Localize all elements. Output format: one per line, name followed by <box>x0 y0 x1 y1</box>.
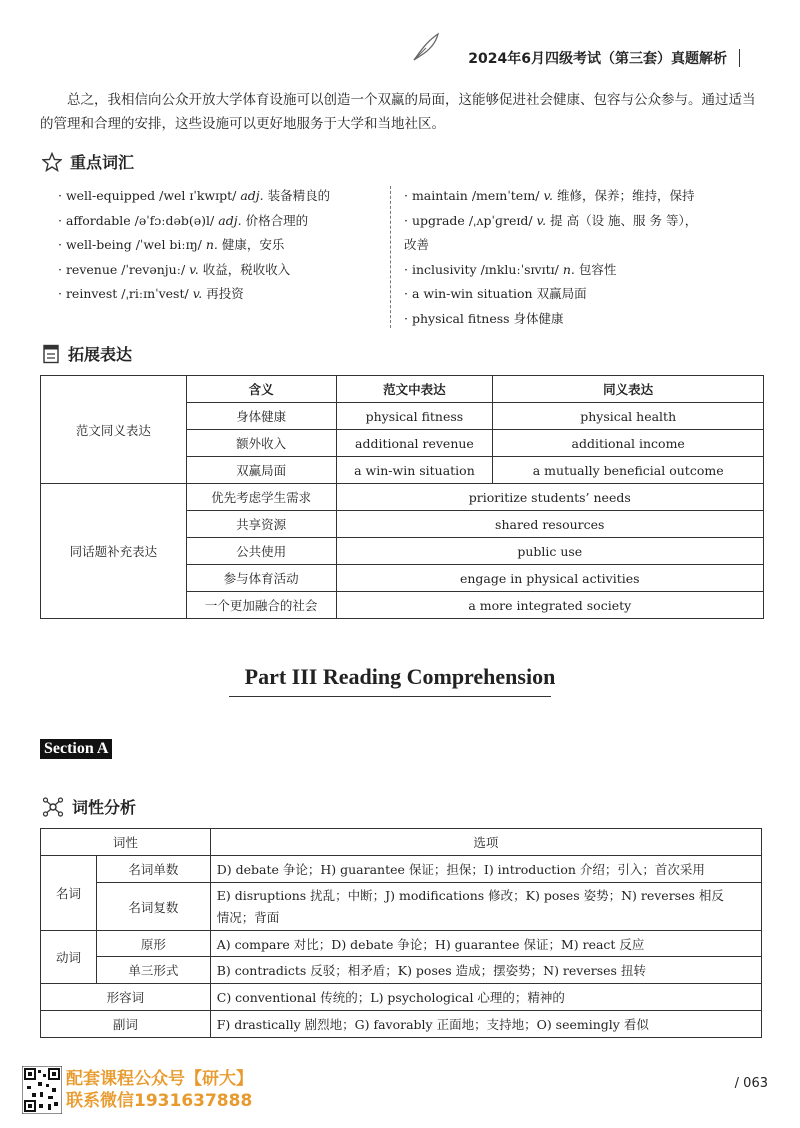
part-title-underline <box>229 696 551 697</box>
vocab-meaning: 双赢局面 <box>536 286 587 301</box>
pos-analysis-heading <box>42 795 136 818</box>
vocab-meaning: 收益，税收收入 <box>202 261 291 277</box>
noun-singular-label: 名词单数 <box>96 856 210 883</box>
vocab-phonetic: /ˈrevənjuː/ <box>121 261 186 277</box>
bullet-icon: · <box>404 286 412 301</box>
table-row <box>41 957 762 984</box>
header-title: 2024年6月四级考试（第三套）真题解析 <box>468 51 727 67</box>
bullet-icon: · <box>404 188 412 203</box>
vocab-phonetic: /wel ɪˈkwɪpt/ <box>159 188 237 203</box>
meaning-cell: 双赢局面 <box>186 457 336 484</box>
synonym-cell: physical health <box>493 403 764 430</box>
expression-cell: public use <box>336 538 763 565</box>
bullet-icon: · <box>58 237 66 252</box>
network-icon <box>42 796 64 818</box>
verb-base-label: 原形 <box>96 931 210 957</box>
bullet-icon: · <box>58 212 66 228</box>
vocab-word: inclusivity <box>411 261 477 277</box>
intro-paragraph: 总之，我相信向公众开放大学体育设施可以创造一个双赢的局面，这能够促进社会健康、包容与公众参与。通过适当的管理和合理的安排，这些设施可以更好地服务于大学和当地社区。 <box>40 92 756 132</box>
vocab-item <box>404 209 697 234</box>
vocab-item <box>58 258 330 283</box>
expression-cell: a more integrated society <box>336 592 763 619</box>
vocab-pos: v. <box>536 212 547 228</box>
meaning-cell: 一个更加融合的社会 <box>186 592 336 619</box>
header-meaning: 含义 <box>186 376 336 403</box>
table-row <box>41 931 762 957</box>
vocab-phonetic: /ɪnkluːˈsɪvɪtɪ/ <box>480 261 559 277</box>
expression-cell: a win-win situation <box>336 457 493 484</box>
meaning-cell: 参与体育活动 <box>186 565 336 592</box>
vocab-phonetic: /ˈwel biːɪŋ/ <box>135 237 202 252</box>
pos-table <box>40 828 762 1038</box>
vocab-item <box>58 282 330 307</box>
expansion-table <box>40 375 764 619</box>
vocab-pos: v. <box>192 286 203 301</box>
vocab-item <box>404 307 697 332</box>
vocab-pos: v. <box>543 188 554 203</box>
bullet-icon: · <box>58 188 66 203</box>
bullet-icon: · <box>58 286 66 301</box>
expression-cell: shared resources <box>336 511 763 538</box>
vocab-word: well-equipped <box>65 188 156 203</box>
meaning-cell: 共享资源 <box>186 511 336 538</box>
meaning-cell: 额外收入 <box>186 430 336 457</box>
table-row <box>41 1011 762 1038</box>
expression-cell: additional revenue <box>336 430 493 457</box>
adverb-label: 副词 <box>41 1011 211 1038</box>
vocab-word: a win-win situation <box>411 286 533 301</box>
expansion-title: 拓展表达 <box>68 345 133 364</box>
table-row <box>41 829 762 856</box>
vocab-phonetic: /ˌʌpˈɡreɪd/ <box>468 212 533 228</box>
vocab-meaning: 提 高（设 施、服 务 等）， <box>550 212 698 228</box>
vocab-right-column <box>404 184 697 331</box>
footer-promo-line2: 联系微信1931637888 <box>66 1091 253 1111</box>
vocab-column-divider <box>390 186 391 328</box>
table-row <box>41 376 764 403</box>
synonym-cell: a mutually beneficial outcome <box>493 457 764 484</box>
synonym-cell: additional income <box>493 430 764 457</box>
vocab-meaning-continued: 改善 <box>404 237 430 252</box>
vocab-phonetic: /meɪnˈteɪn/ <box>471 188 540 203</box>
group2-label-cell: 同话题补充表达 <box>41 484 187 619</box>
header-essay-expression: 范文中表达 <box>336 376 493 403</box>
footer-promo-line1: 配套课程公众号【研大】 <box>66 1069 253 1089</box>
table-row <box>41 984 762 1011</box>
vocab-item <box>404 282 697 307</box>
vocab-pos: adj. <box>240 188 264 203</box>
noun-plural-options <box>210 883 761 931</box>
table-row <box>41 484 764 511</box>
vocab-word: upgrade <box>411 212 465 228</box>
expansion-heading <box>42 342 132 365</box>
meaning-cell: 身体健康 <box>186 403 336 430</box>
vocab-left-column <box>58 184 330 307</box>
noun-plural-options-line2: 情况；背面 <box>216 909 280 925</box>
vocab-pos: n. <box>562 261 575 277</box>
vocab-phonetic: /ˌriːɪnˈvest/ <box>121 286 189 301</box>
section-label: Section A <box>40 739 112 759</box>
bullet-icon: · <box>58 261 66 277</box>
verb-label: 动词 <box>41 931 97 984</box>
expression-cell: prioritize students’ needs <box>336 484 763 511</box>
noun-label: 名词 <box>41 856 97 931</box>
verb-base-options: A) compare 对比；D) debate 争论；H) guarantee 保证；M) react 反应 <box>210 931 761 957</box>
header-synonym: 同义表达 <box>493 376 764 403</box>
vocab-meaning: 维修，保养；维持，保持 <box>557 188 695 203</box>
bullet-icon: · <box>404 212 412 228</box>
bullet-icon: · <box>404 310 412 326</box>
vocab-word: physical fitness <box>411 310 510 326</box>
part-title: Part III Reading Comprehension <box>244 664 556 689</box>
vocab-meaning: 装备精良的 <box>267 188 331 203</box>
header-divider <box>739 49 740 67</box>
key-vocab-heading <box>42 150 134 173</box>
options-header: 选项 <box>210 829 761 856</box>
footer-promo <box>66 1068 253 1112</box>
vocab-word: well-being <box>65 237 132 252</box>
vocab-word: reinvest <box>65 286 118 301</box>
vocab-item <box>404 258 697 283</box>
vocab-word: affordable <box>65 212 131 228</box>
table-row <box>41 856 762 883</box>
qr-code-icon <box>22 1066 62 1114</box>
noun-singular-options: D) debate 争论；H) guarantee 保证；担保；I) introduction 介绍；引入；首次采用 <box>210 856 761 883</box>
vocab-meaning: 健康，安乐 <box>221 237 285 252</box>
vocab-word: maintain <box>411 188 468 203</box>
vocab-phonetic: /əˈfɔːdəb(ə)l/ <box>134 212 215 228</box>
vocab-meaning: 价格合理的 <box>245 212 309 228</box>
vocab-meaning: 包容性 <box>578 261 617 277</box>
star-icon <box>42 152 62 172</box>
document-icon <box>42 344 60 364</box>
vocab-item <box>58 233 330 258</box>
verb-third-person-options: B) contradicts 反驳；相矛盾；K) poses 造成；摆姿势；N) reverses 扭转 <box>210 957 761 984</box>
vocab-pos: v. <box>189 261 199 277</box>
expression-cell: engage in physical activities <box>336 565 763 592</box>
noun-plural-options-line1: E) disruptions 扰乱；中断；J) modifications 修改；K) poses 姿势；N) reverses 相反 <box>216 887 724 903</box>
noun-plural-label: 名词复数 <box>96 883 210 931</box>
pos-header: 词性 <box>41 829 211 856</box>
bullet-icon: · <box>404 261 412 277</box>
page-number: / 063 <box>734 1076 768 1091</box>
pos-analysis-title: 词性分析 <box>72 798 137 817</box>
vocab-item <box>58 209 330 234</box>
vocab-meaning: 再投资 <box>206 286 244 301</box>
page-header <box>468 48 740 68</box>
adjective-label: 形容词 <box>41 984 211 1011</box>
vocab-word: revenue <box>65 261 118 277</box>
adjective-options: C) conventional 传统的；L) psychological 心理的；精神的 <box>210 984 761 1011</box>
adverb-options: F) drastically 剧烈地；G) favorably 正面地；支持地；O) seemingly 看似 <box>210 1011 761 1038</box>
table-row <box>41 883 762 931</box>
key-vocab-title: 重点词汇 <box>70 153 135 172</box>
meaning-cell: 公共使用 <box>186 538 336 565</box>
vocab-pos: n. <box>205 237 218 252</box>
expression-cell: physical fitness <box>336 403 493 430</box>
vocab-meaning: 身体健康 <box>513 310 564 326</box>
meaning-cell: 优先考虑学生需求 <box>186 484 336 511</box>
vocab-item <box>404 233 697 258</box>
vocab-item <box>58 184 330 209</box>
vocab-pos: adj. <box>218 212 242 228</box>
vocab-item <box>404 184 697 209</box>
feather-pen-icon <box>410 30 444 64</box>
group1-label-cell: 范文同义表达 <box>41 376 187 484</box>
verb-third-person-label: 单三形式 <box>96 957 210 984</box>
